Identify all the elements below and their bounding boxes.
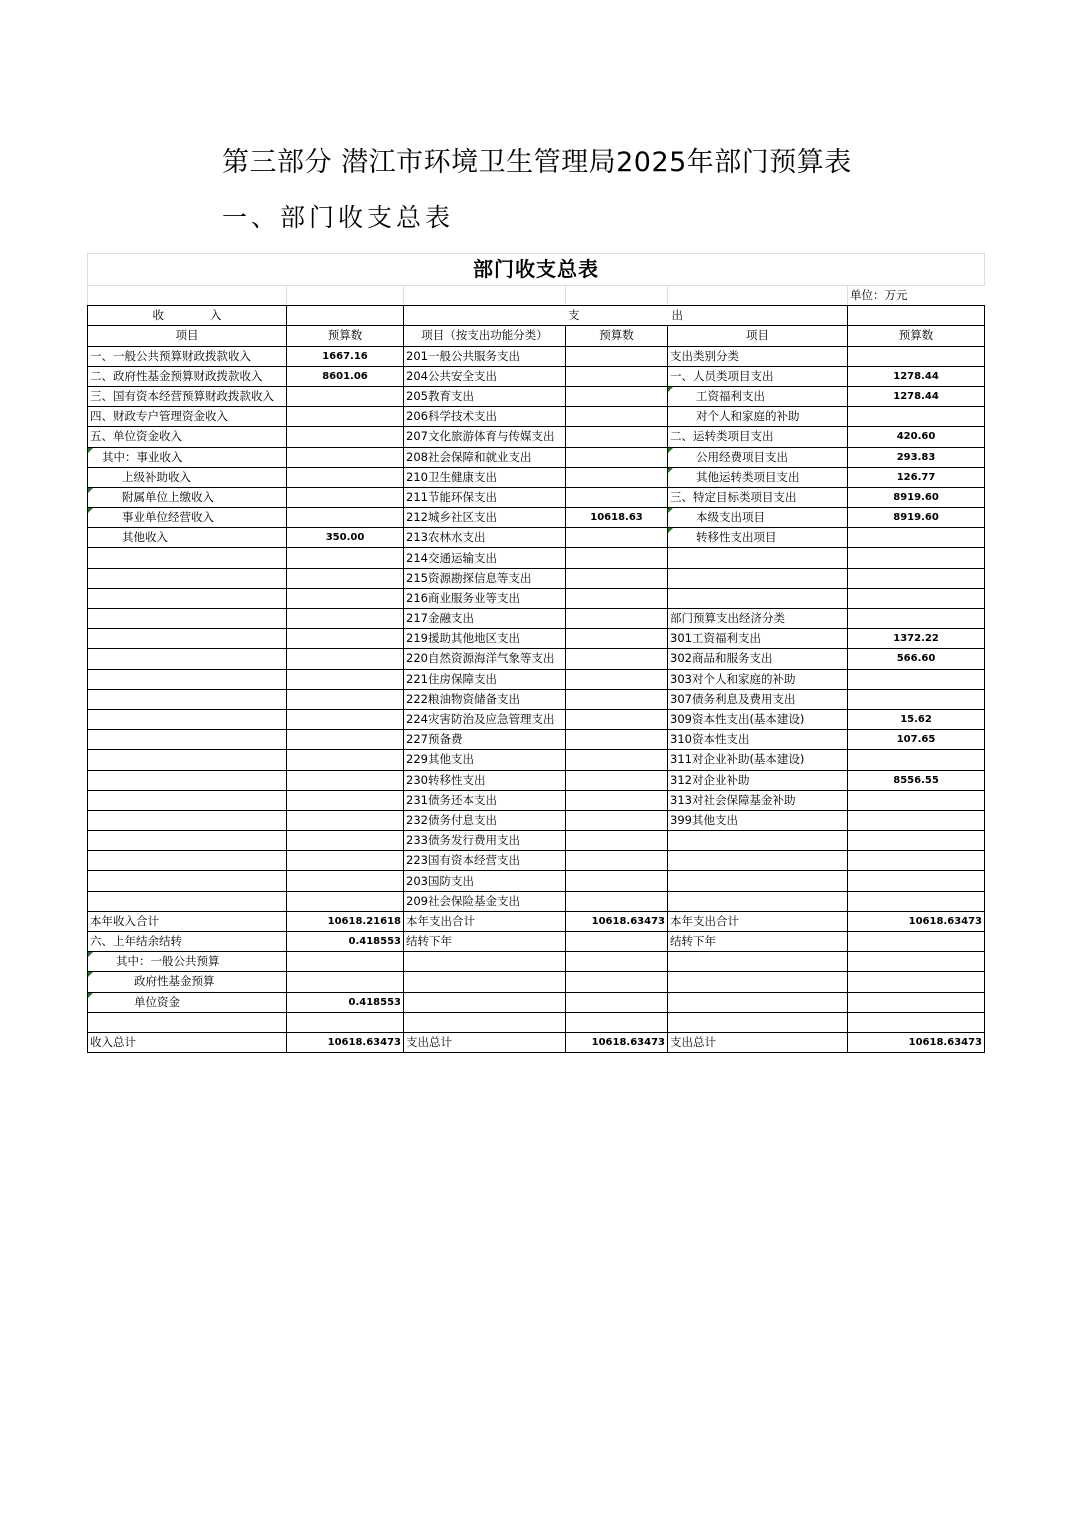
cell-category-item [668,568,848,588]
cell-function-amount [566,730,668,750]
cell-category-amount [848,407,985,427]
cell-income-item [88,669,287,689]
cell-income-item [88,790,287,810]
cell-function-amount: 10618.63473 [566,1032,668,1052]
cell-category-item: 302商品和服务支出 [668,649,848,669]
table-row [88,851,985,871]
cell-category-amount [848,810,985,830]
column-header-row [88,326,985,346]
cell-function-amount [566,427,668,447]
cell-function-item: 223国有资本经营支出 [404,851,566,871]
cell-function-amount [566,831,668,851]
cell-income-item: 政府性基金预算 [88,972,287,992]
cell-category-amount: 10618.63473 [848,911,985,931]
cell-income-amount [287,709,404,729]
cell-category-amount [848,1012,985,1032]
cell-category-item [668,831,848,851]
cell-function-item: 213农林水支出 [404,528,566,548]
cell-category-item [668,891,848,911]
table-row [88,386,985,406]
cell-category-item: 支出类别分类 [668,346,848,366]
table-row [88,447,985,467]
cell-category-item: 支出总计 [668,1032,848,1052]
cell-function-amount [566,972,668,992]
cell-income-amount: 8601.06 [287,366,404,386]
cell-function-item: 233债务发行费用支出 [404,831,566,851]
cell-income-item: 上级补助收入 [88,467,287,487]
cell-category-item: 部门预算支出经济分类 [668,609,848,629]
cell-category-amount: 107.65 [848,730,985,750]
cell-category-item: 309资本性支出(基本建设) [668,709,848,729]
table-row [88,487,985,507]
cell-function-amount [566,669,668,689]
cell-income-item: 其他收入 [88,528,287,548]
cell-function-item: 201一般公共服务支出 [404,346,566,366]
cell-function-item: 支出总计 [404,1032,566,1052]
cell-function-item: 本年支出合计 [404,911,566,931]
cell-category-amount: 420.60 [848,427,985,447]
cell-income-item [88,770,287,790]
cell-income-amount [287,851,404,871]
table-row [88,790,985,810]
cell-income-amount: 0.418553 [287,932,404,952]
cell-income-item [88,871,287,891]
cell-income-amount [287,629,404,649]
table-row [88,1032,985,1052]
table-row [88,588,985,608]
cell-category-item: 本年支出合计 [668,911,848,931]
cell-income-amount [287,609,404,629]
cell-category-amount [848,871,985,891]
cell-income-amount [287,649,404,669]
cell-category-item: 312对企业补助 [668,770,848,790]
cell-income-item [88,548,287,568]
cell-function-amount [566,548,668,568]
cell-category-amount [848,669,985,689]
cell-function-amount [566,487,668,507]
cell-function-amount [566,851,668,871]
expense-group-header: 支 出 [404,306,848,326]
cell-category-item [668,851,848,871]
section-title: 一、部门收支总表 [222,203,455,232]
cell-category-amount: 10618.63473 [848,1032,985,1052]
cell-function-item: 216商业服务业等支出 [404,588,566,608]
table-row [88,528,985,548]
cell-category-item: 301工资福利支出 [668,629,848,649]
cell-function-item: 210卫生健康支出 [404,467,566,487]
table-row [88,730,985,750]
cell-function-item: 204公共安全支出 [404,366,566,386]
cell-income-item: 本年收入合计 [88,911,287,931]
cell-function-item: 231债务还本支出 [404,790,566,810]
cell-function-amount [566,810,668,830]
table-row [88,649,985,669]
cell-function-amount [566,790,668,810]
cell-category-item: 307债务利息及费用支出 [668,689,848,709]
col-header-category-item: 项目 [668,326,848,346]
table-row [88,508,985,528]
cell-income-item: 单位资金 [88,992,287,1012]
cell-income-amount [287,427,404,447]
cell-category-amount [848,689,985,709]
cell-category-amount: 1278.44 [848,366,985,386]
cell-income-amount: 350.00 [287,528,404,548]
cell-function-amount [566,891,668,911]
cell-income-item: 附属单位上缴收入 [88,487,287,507]
table-row [88,346,985,366]
cell-income-item: 五、单位资金收入 [88,427,287,447]
cell-income-amount [287,407,404,427]
cell-income-amount [287,1012,404,1032]
cell-function-amount [566,447,668,467]
cell-function-amount [566,588,668,608]
cell-income-amount: 10618.63473 [287,1032,404,1052]
cell-function-item: 230转移性支出 [404,770,566,790]
table-row [88,669,985,689]
cell-category-amount: 566.60 [848,649,985,669]
cell-category-item: 二、运转类项目支出 [668,427,848,447]
cell-category-item: 结转下年 [668,932,848,952]
cell-income-item [88,609,287,629]
cell-category-item: 313对社会保障基金补助 [668,790,848,810]
cell-function-item: 224灾害防治及应急管理支出 [404,709,566,729]
cell-income-item: 六、上年结余结转 [88,932,287,952]
cell-category-amount [848,568,985,588]
table-row [88,629,985,649]
cell-income-amount [287,972,404,992]
cell-category-amount [848,851,985,871]
cell-function-amount [566,366,668,386]
col-header-income-item: 项目 [88,326,287,346]
cell-category-amount [848,932,985,952]
table-row [88,427,985,447]
cell-income-amount [287,467,404,487]
cell-function-amount [566,709,668,729]
table-row [88,932,985,952]
cell-category-amount [848,609,985,629]
cell-category-item [668,871,848,891]
table-row [88,548,985,568]
table-title-row [88,254,985,286]
cell-function-item: 217金融支出 [404,609,566,629]
table-row [88,972,985,992]
cell-function-amount [566,629,668,649]
cell-income-amount [287,810,404,830]
cell-income-amount [287,568,404,588]
col-header-function-amount: 预算数 [566,326,668,346]
cell-function-item: 208社会保障和就业支出 [404,447,566,467]
cell-income-amount [287,548,404,568]
cell-function-item: 232债务付息支出 [404,810,566,830]
cell-function-amount [566,467,668,487]
budget-table [87,253,985,1053]
cell-category-amount: 1372.22 [848,629,985,649]
cell-category-item: 399其他支出 [668,810,848,830]
cell-income-amount [287,669,404,689]
table-row [88,831,985,851]
cell-category-item [668,972,848,992]
cell-function-item: 结转下年 [404,932,566,952]
cell-income-item: 四、财政专户管理资金收入 [88,407,287,427]
cell-function-amount [566,407,668,427]
cell-category-amount [848,346,985,366]
cell-category-amount [848,952,985,972]
table-row [88,992,985,1012]
cell-function-amount: 10618.63473 [566,911,668,931]
cell-income-item [88,831,287,851]
cell-category-amount: 126.77 [848,467,985,487]
table-row [88,1012,985,1032]
cell-income-item: 收入总计 [88,1032,287,1052]
cell-category-item [668,548,848,568]
table-row [88,911,985,931]
table-row [88,770,985,790]
cell-function-item: 227预备费 [404,730,566,750]
cell-category-item: 311对企业补助(基本建设) [668,750,848,770]
cell-category-item [668,588,848,608]
cell-function-amount [566,528,668,548]
cell-function-amount [566,871,668,891]
cell-category-amount [848,528,985,548]
cell-income-amount [287,689,404,709]
cell-income-amount [287,871,404,891]
cell-income-item: 其中：事业收入 [88,447,287,467]
cell-function-amount [566,1012,668,1032]
table-row [88,709,985,729]
cell-income-item: 其中：一般公共预算 [88,952,287,972]
table-row [88,609,985,629]
cell-category-amount [848,831,985,851]
cell-function-amount [566,750,668,770]
cell-income-item [88,750,287,770]
cell-category-amount: 8556.55 [848,770,985,790]
table-row [88,810,985,830]
cell-category-amount: 8919.60 [848,508,985,528]
cell-function-item: 229其他支出 [404,750,566,770]
cell-category-amount [848,548,985,568]
cell-category-item: 工资福利支出 [668,386,848,406]
cell-function-item: 214交通运输支出 [404,548,566,568]
cell-income-item [88,810,287,830]
col-header-income-amount: 预算数 [287,326,404,346]
cell-category-item: 303对个人和家庭的补助 [668,669,848,689]
table-row [88,407,985,427]
cell-function-amount: 10618.63 [566,508,668,528]
cell-function-item: 207文化旅游体育与传媒支出 [404,427,566,447]
cell-income-amount: 0.418553 [287,992,404,1012]
cell-function-item [404,1012,566,1032]
table-row [88,871,985,891]
cell-income-item: 事业单位经营收入 [88,508,287,528]
cell-function-amount [566,609,668,629]
cell-function-amount [566,346,668,366]
cell-function-amount [566,568,668,588]
table-row [88,568,985,588]
cell-function-item: 205教育支出 [404,386,566,406]
table-row [88,952,985,972]
cell-category-amount [848,750,985,770]
cell-function-item [404,992,566,1012]
cell-category-item [668,1012,848,1032]
cell-function-item: 211节能环保支出 [404,487,566,507]
table-row [88,750,985,770]
cell-function-amount [566,932,668,952]
cell-function-item: 220自然资源海洋气象等支出 [404,649,566,669]
cell-category-item: 公用经费项目支出 [668,447,848,467]
cell-income-item [88,588,287,608]
cell-income-amount [287,770,404,790]
cell-category-amount: 8919.60 [848,487,985,507]
cell-category-amount [848,992,985,1012]
cell-income-amount [287,831,404,851]
cell-function-item: 219援助其他地区支出 [404,629,566,649]
unit-label: 单位：万元 [848,286,985,306]
cell-income-item [88,649,287,669]
cell-income-amount: 10618.21618 [287,911,404,931]
cell-function-amount [566,770,668,790]
cell-income-amount [287,386,404,406]
table-title: 部门收支总表 [88,254,985,286]
cell-income-amount [287,952,404,972]
cell-income-item [88,709,287,729]
group-header-row [88,306,985,326]
cell-category-item: 本级支出项目 [668,508,848,528]
cell-income-item: 一、一般公共预算财政拨款收入 [88,346,287,366]
cell-category-item: 一、人员类项目支出 [668,366,848,386]
cell-function-amount [566,386,668,406]
cell-function-item: 203国防支出 [404,871,566,891]
cell-function-item [404,972,566,992]
cell-income-item [88,891,287,911]
col-header-category-amount: 预算数 [848,326,985,346]
cell-category-item: 其他运转类项目支出 [668,467,848,487]
page-title: 第三部分 潜江市环境卫生管理局2025年部门预算表 [222,147,852,178]
cell-income-amount [287,447,404,467]
col-header-function-item: 项目（按支出功能分类） [404,326,566,346]
cell-category-amount: 1278.44 [848,386,985,406]
cell-income-amount [287,891,404,911]
cell-income-item [88,1012,287,1032]
cell-category-item: 对个人和家庭的补助 [668,407,848,427]
cell-category-item [668,952,848,972]
cell-income-amount [287,790,404,810]
cell-function-item: 221住房保障支出 [404,669,566,689]
cell-category-item: 310资本性支出 [668,730,848,750]
cell-income-amount [287,750,404,770]
cell-function-item [404,952,566,972]
cell-category-amount [848,588,985,608]
cell-function-amount [566,992,668,1012]
cell-income-amount [287,588,404,608]
cell-category-amount: 15.62 [848,709,985,729]
cell-category-amount [848,891,985,911]
cell-function-item: 209社会保险基金支出 [404,891,566,911]
cell-income-item [88,730,287,750]
table-row [88,467,985,487]
cell-category-amount [848,972,985,992]
cell-income-item: 三、国有资本经营预算财政拨款收入 [88,386,287,406]
cell-income-amount [287,508,404,528]
cell-category-item: 转移性支出项目 [668,528,848,548]
cell-income-amount [287,730,404,750]
cell-category-amount: 293.83 [848,447,985,467]
income-group-header: 收 入 [88,306,287,326]
cell-category-item [668,992,848,1012]
cell-function-item: 215资源勘探信息等支出 [404,568,566,588]
cell-income-amount: 1667.16 [287,346,404,366]
cell-income-item [88,851,287,871]
cell-income-item [88,629,287,649]
cell-category-item: 三、特定目标类项目支出 [668,487,848,507]
cell-function-item: 212城乡社区支出 [404,508,566,528]
unit-row [88,286,985,306]
cell-function-amount [566,689,668,709]
cell-function-amount [566,649,668,669]
table-row [88,366,985,386]
table-row [88,689,985,709]
cell-function-item: 222粮油物资储备支出 [404,689,566,709]
cell-category-amount [848,790,985,810]
cell-income-item [88,568,287,588]
cell-income-amount [287,487,404,507]
cell-income-item: 二、政府性基金预算财政拨款收入 [88,366,287,386]
table-row [88,891,985,911]
cell-income-item [88,689,287,709]
cell-function-item: 206科学技术支出 [404,407,566,427]
cell-function-amount [566,952,668,972]
